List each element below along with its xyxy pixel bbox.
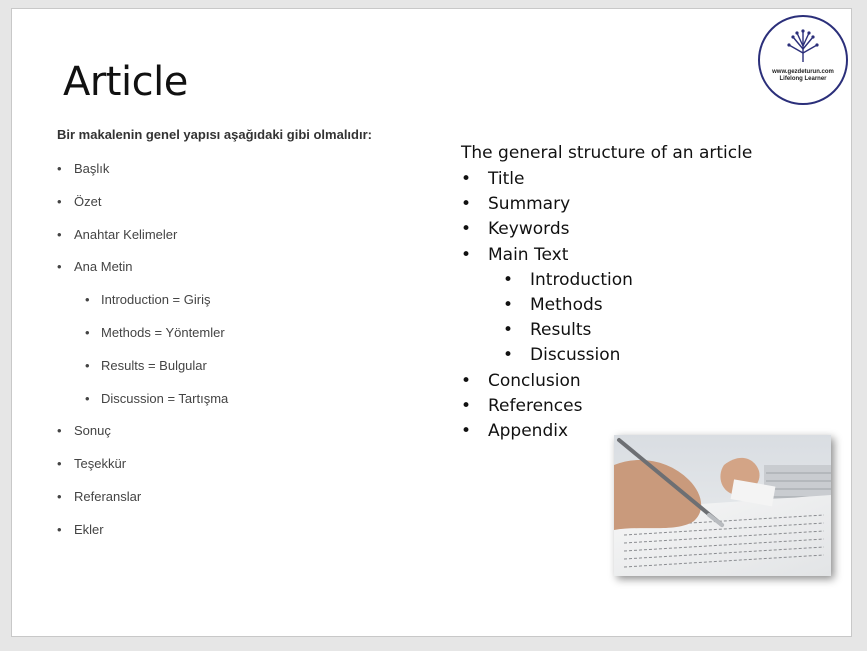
list-item: • References	[461, 394, 633, 419]
list-item: • Başlık	[57, 157, 228, 190]
list-item: • Main Text	[461, 243, 633, 268]
slide	[11, 8, 852, 637]
list-item: • Results = Bulgular	[57, 354, 228, 387]
list-item: • Keywords	[461, 217, 633, 242]
list-item: • Ekler	[57, 518, 228, 551]
left-heading: Bir makalenin genel yapısı aşağıdaki gibi olmalıdır:	[57, 127, 372, 142]
list-item: • Sonuç	[57, 419, 228, 452]
right-heading: The general structure of an article	[461, 143, 753, 163]
list-item: • Özet	[57, 190, 228, 223]
list-item: • Discussion = Tartışma	[57, 387, 228, 420]
list-item: • Introduction = Giriş	[57, 288, 228, 321]
list-item: • Introduction	[461, 268, 633, 293]
logo	[758, 15, 848, 105]
logo-tagline: Lifelong Learner	[779, 76, 827, 82]
slide-title: Article	[63, 59, 188, 105]
list-item: • Results	[461, 318, 633, 343]
list-item: • Summary	[461, 192, 633, 217]
list-item: • Conclusion	[461, 369, 633, 394]
list-item: • Methods	[461, 293, 633, 318]
list-item: • Anahtar Kelimeler	[57, 223, 228, 256]
logo-url-text: www.gezdeturun.com	[772, 69, 834, 75]
right-bullet-list	[461, 167, 633, 444]
list-item: • Methods = Yöntemler	[57, 321, 228, 354]
list-item: • Teşekkür	[57, 452, 228, 485]
writing-hand-photo	[614, 435, 831, 576]
tree-pen-icon	[785, 29, 821, 63]
list-item: • Appendix	[461, 419, 633, 444]
list-item: • Title	[461, 167, 633, 192]
list-item: • Discussion	[461, 343, 633, 368]
left-bullet-list	[57, 157, 228, 551]
list-item: • Referanslar	[57, 485, 228, 518]
list-item: • Ana Metin	[57, 255, 228, 288]
